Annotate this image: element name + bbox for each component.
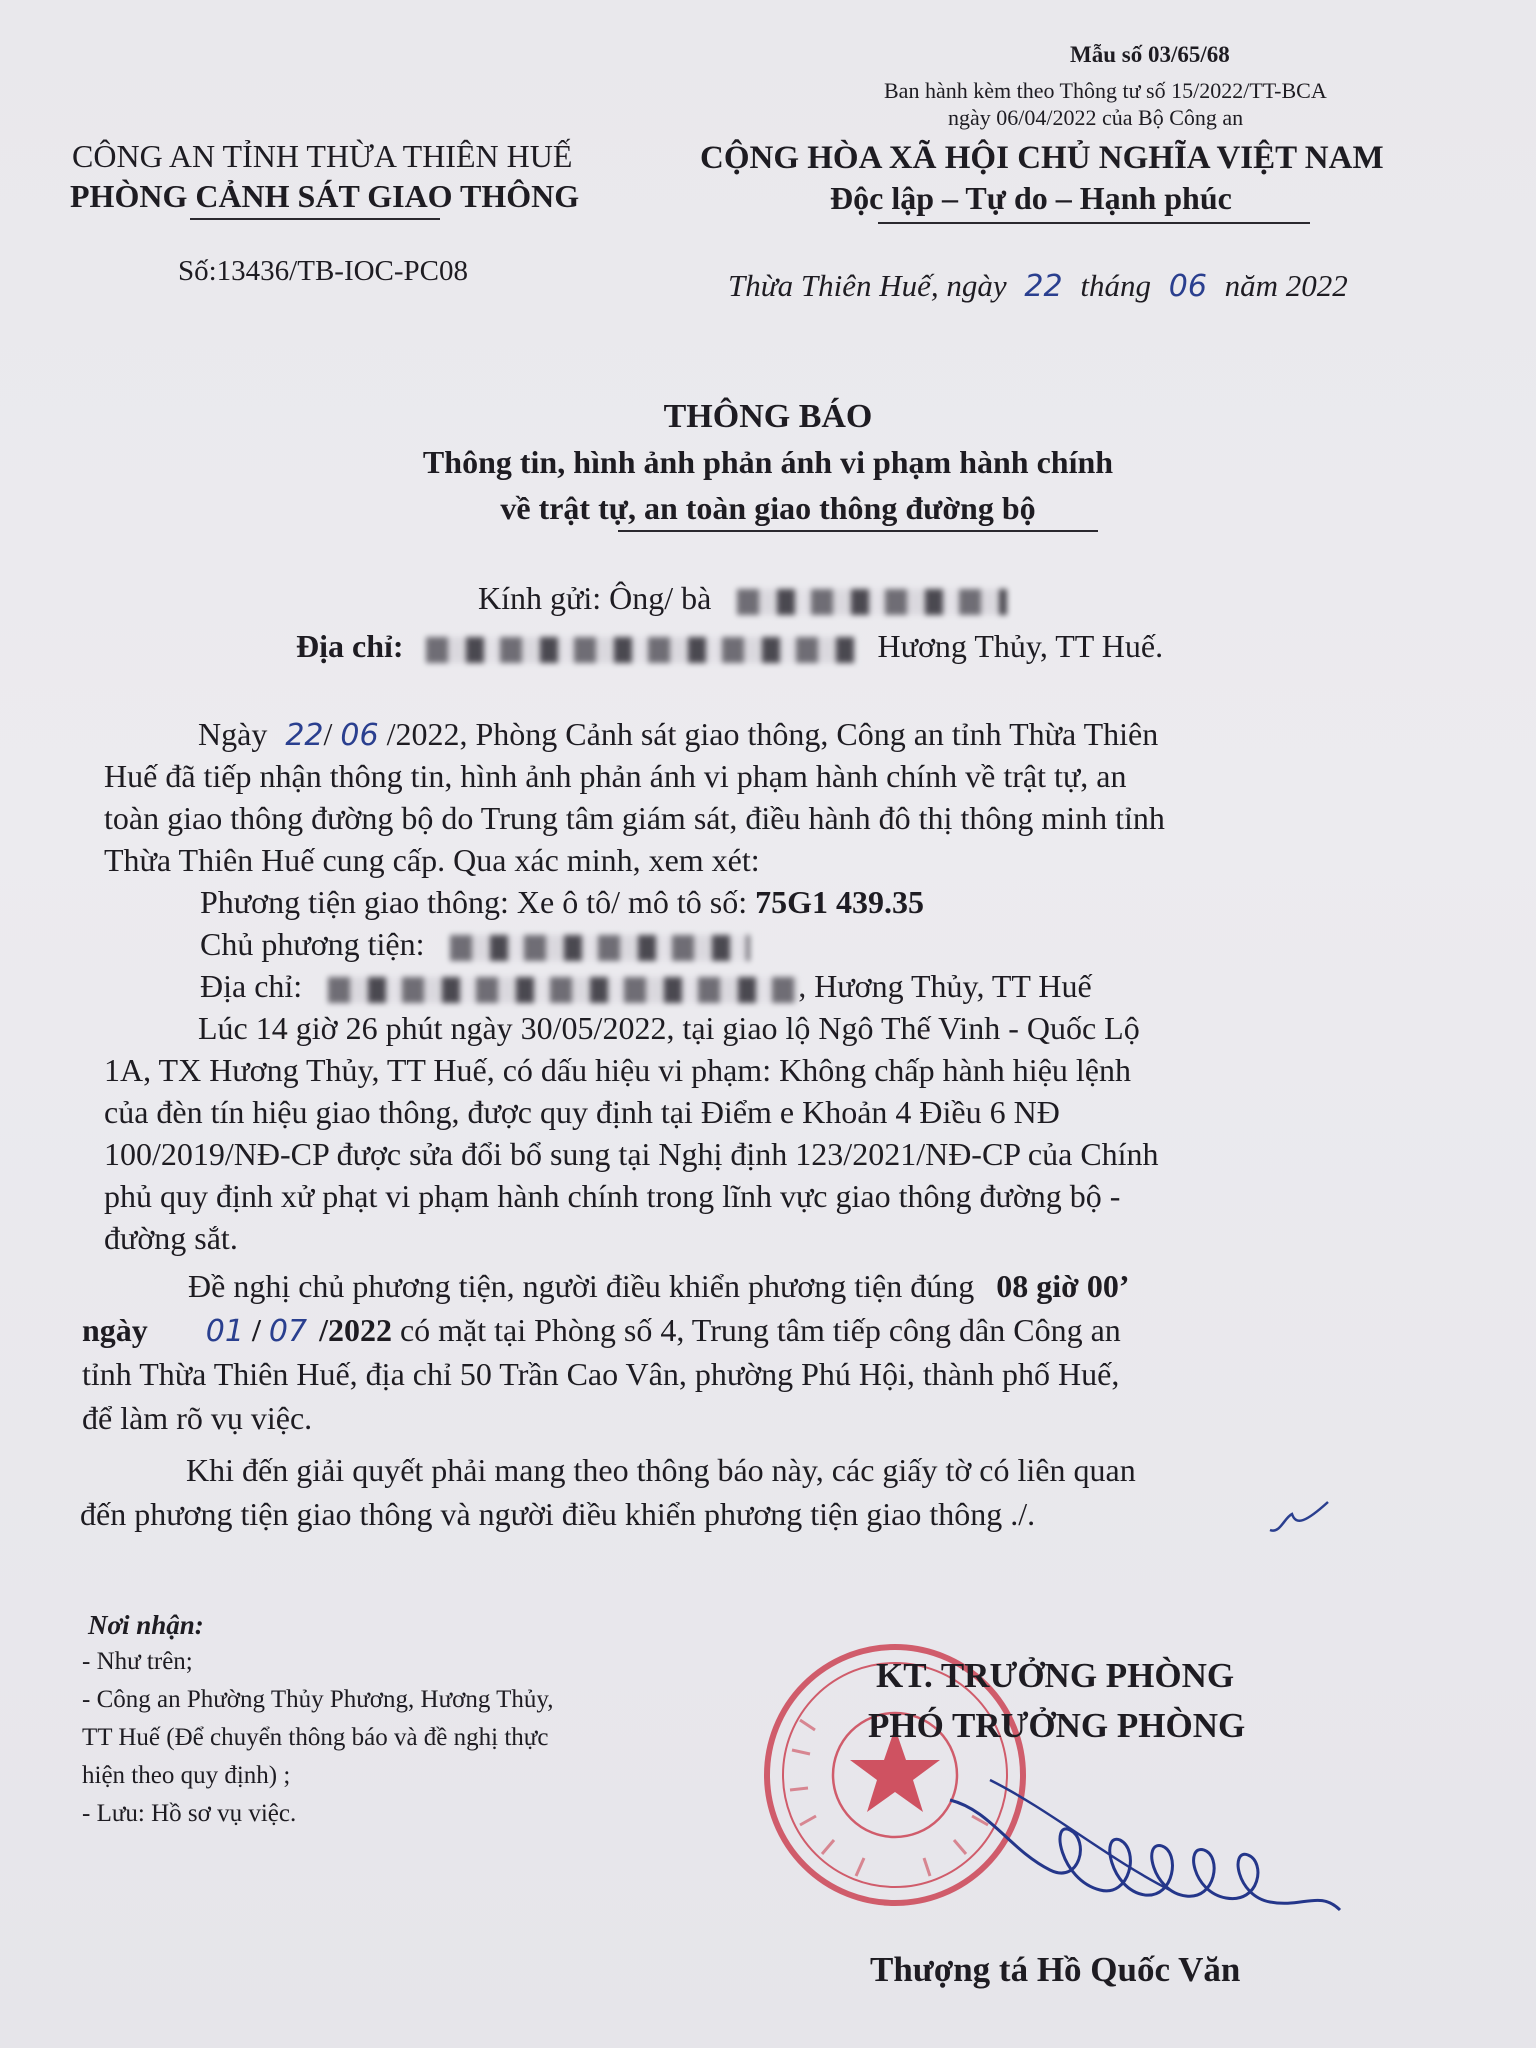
p2-line6: đường sắt. — [104, 1220, 238, 1256]
p3-line1-text: Đề nghị chủ phương tiện, người điều khiển phương tiện đúng — [188, 1268, 975, 1304]
p3-day-handwritten: 01 — [205, 1314, 244, 1349]
title-underline — [618, 530, 1098, 532]
owner-address-tail: , Hương Thủy, TT Huế — [798, 968, 1092, 1004]
owner-address-line — [200, 968, 1092, 1005]
p2-line5: phủ quy định xử phạt vi phạm hành chính trong lĩnh vực giao thông đường bộ - — [104, 1178, 1121, 1214]
agency-underline — [190, 218, 440, 220]
recipient-line — [478, 580, 1007, 617]
p3-line1 — [188, 1268, 1130, 1305]
form-number: Mẫu số 03/65/68 — [1070, 42, 1230, 67]
p2-line4: 100/2019/NĐ-CP được sửa đổi bổ sung tại Nghị định 123/2021/NĐ-CP của Chính — [104, 1136, 1159, 1172]
agency-name: PHÒNG CẢNH SÁT GIAO THÔNG — [70, 178, 580, 214]
p3-year: /2022 — [319, 1312, 392, 1348]
signer-name: Thượng tá Hồ Quốc Văn — [870, 1950, 1241, 1989]
p2-line3: của đèn tín hiệu giao thông, được quy định tại Điểm e Khoản 4 Điều 6 NĐ — [104, 1094, 1060, 1130]
form-issued-line1: Ban hành kèm theo Thông tư số 15/2022/TT-BCA — [884, 78, 1327, 103]
recipients-heading: Nơi nhận: — [88, 1610, 204, 1640]
p3-rest: có mặt tại Phòng số 4, Trung tâm tiếp công dân Công an — [399, 1312, 1121, 1348]
p3-line2: ngày 01 / 07 /2022 có mặt tại Phòng số 4, Trung tâm tiếp công dân Công an — [82, 1312, 1121, 1349]
p1-day-handwritten: 22 — [285, 718, 324, 753]
date-year: năm 2022 — [1224, 268, 1348, 303]
p1-line4: Thừa Thiên Huế cung cấp. Qua xác minh, xem xét: — [104, 842, 760, 878]
document-title: THÔNG BÁO — [663, 398, 873, 435]
date-month-handwritten: 06 — [1168, 269, 1207, 304]
owner-label: Chủ phương tiện: — [200, 926, 425, 962]
signature-role-2: PHÓ TRƯỞNG PHÒNG — [868, 1706, 1246, 1745]
p1-line2: Huế đã tiếp nhận thông tin, hình ảnh phản ánh vi phạm hành chính về trật tự, an — [104, 758, 1127, 794]
recipients-item-2-line2: TT Huế (Để chuyển thông báo và đề nghị thực — [82, 1724, 549, 1751]
motto-underline — [878, 222, 1310, 224]
document-subtitle-1: Thông tin, hình ảnh phản ánh vi phạm hành chính — [422, 444, 1114, 480]
vehicle-line — [200, 884, 924, 921]
p3-time: 08 giờ 00’ — [996, 1268, 1130, 1304]
vehicle-plate: 75G1 439.35 — [755, 884, 925, 920]
redacted-owner-name — [450, 935, 750, 961]
recipient-address-label: Địa chỉ: — [296, 628, 404, 664]
owner-line — [200, 926, 750, 963]
date-month-label: tháng — [1080, 268, 1151, 303]
document-number: Số:13436/TB-IOC-PC08 — [178, 255, 469, 287]
p1-line3: toàn giao thông đường bộ do Trung tâm giám sát, điều hành đô thị thông minh tỉnh — [104, 800, 1165, 836]
recipient-label: Kính gửi: Ông/ bà — [478, 580, 712, 616]
recipients-item-2-line1: - Công an Phường Thủy Phương, Hương Thủy, — [82, 1686, 554, 1713]
agency-parent: CÔNG AN TỈNH THỪA THIÊN HUẾ — [72, 138, 573, 174]
signature-role-1: KT. TRƯỞNG PHÒNG — [876, 1656, 1235, 1695]
p1-line1: Ngày 22/ 06 /2022, Phòng Cảnh sát giao thông, Công an tỉnh Thừa Thiên — [198, 716, 1159, 753]
nation-title: CỘNG HÒA XÃ HỘI CHỦ NGHĨA VIỆT NAM — [700, 140, 1384, 176]
document-subtitle-2: về trật tự, an toàn giao thông đường bộ — [500, 490, 1036, 526]
handwritten-signature — [930, 1740, 1380, 1920]
form-issued-line2: ngày 06/04/2022 của Bộ Công an — [948, 105, 1244, 130]
redacted-recipient-name — [737, 589, 1007, 615]
p1-month-handwritten: 06 — [340, 718, 379, 753]
p1-rest: /2022, Phòng Cảnh sát giao thông, Công an tỉnh Thừa Thiên — [386, 716, 1159, 752]
recipient-address-tail: Hương Thủy, TT Huế. — [877, 628, 1164, 664]
initial-checkmark — [1266, 1496, 1336, 1540]
p3-line3: tỉnh Thừa Thiên Huế, địa chỉ 50 Trần Cao Vân, phường Phú Hội, thành phố Huế, — [82, 1356, 1120, 1392]
date-day-handwritten: 22 — [1024, 269, 1063, 304]
p4-line2: đến phương tiện giao thông và người điều khiển phương tiện giao thông ./. — [80, 1496, 1036, 1532]
p3-line4: để làm rõ vụ việc. — [82, 1400, 313, 1436]
recipients-item-3: - Lưu: Hồ sơ vụ việc. — [82, 1800, 297, 1827]
redacted-owner-address — [328, 977, 798, 1003]
nation-motto: Độc lập – Tự do – Hạnh phúc — [830, 180, 1232, 216]
p4-line1: Khi đến giải quyết phải mang theo thông báo này, các giấy tờ có liên quan — [186, 1452, 1136, 1488]
date-place: Thừa Thiên Huế, ngày — [728, 268, 1007, 303]
date-line — [728, 268, 1348, 304]
p3-month-handwritten: 07 — [268, 1314, 308, 1349]
p1-start: Ngày — [198, 716, 268, 752]
p3-ngay: ngày — [82, 1312, 148, 1348]
redacted-recipient-address — [426, 637, 856, 663]
p2-line1: Lúc 14 giờ 26 phút ngày 30/05/2022, tại giao lộ Ngô Thế Vinh - Quốc Lộ — [198, 1010, 1140, 1046]
recipients-item-2-line3: hiện theo quy định) ; — [82, 1762, 291, 1789]
vehicle-label: Phương tiện giao thông: Xe ô tô/ mô tô số: — [200, 884, 748, 920]
p2-line2: 1A, TX Hương Thủy, TT Huế, có dấu hiệu vi phạm: Không chấp hành hiệu lệnh — [104, 1052, 1131, 1088]
recipients-item-1: - Như trên; — [82, 1648, 193, 1675]
recipient-address-line — [296, 628, 1163, 665]
owner-address-label: Địa chỉ: — [200, 968, 303, 1004]
